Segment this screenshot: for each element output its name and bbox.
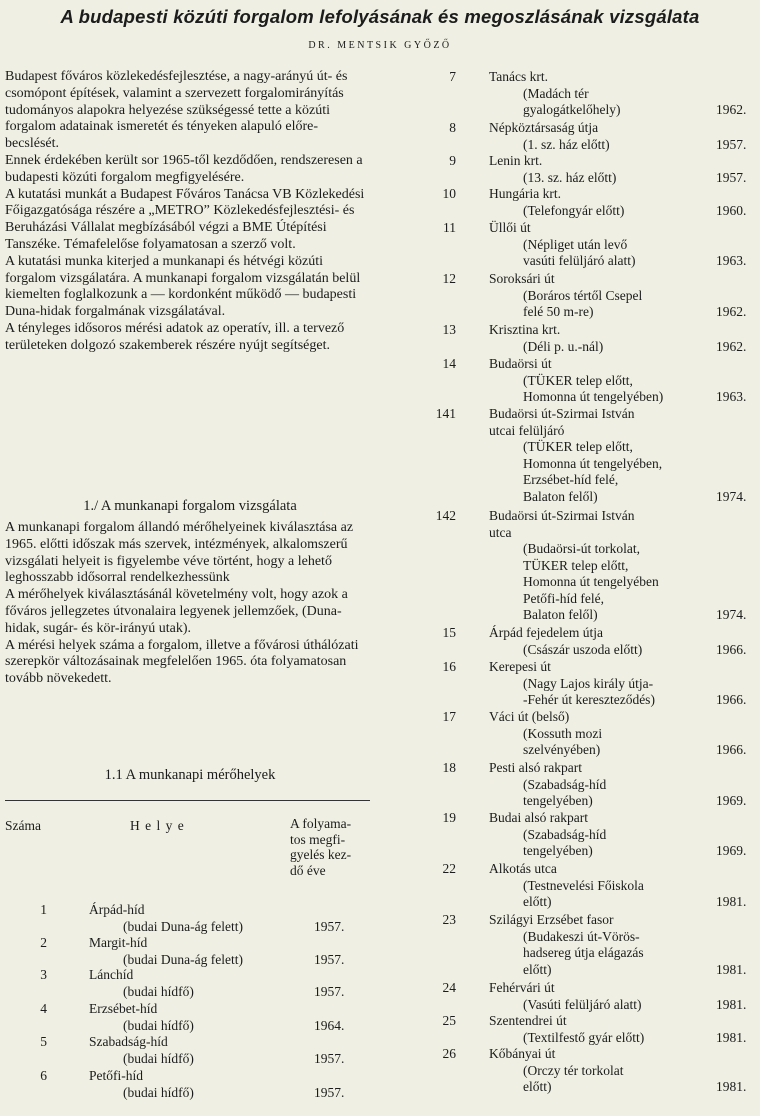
- place-line: Árpád fejedelem útja: [489, 625, 603, 640]
- place-line: Váci út (belső): [489, 709, 570, 724]
- author: DR. MENTSIK GYŐZŐ: [308, 40, 452, 51]
- place-line: (Császár uszoda előtt): [523, 641, 643, 657]
- row-year: 1966.: [716, 692, 747, 707]
- place-line: Kerepesi út: [489, 659, 551, 674]
- place-line: (Népliget után levő: [523, 236, 628, 252]
- row-number: 10: [442, 186, 456, 201]
- row-number: 11: [443, 220, 456, 235]
- paragraph: A kutatási munkát a Budapest Főváros Tanácsa VB Közlekedési Főigazgatósága részére a „METRO” Közlekedésfejlesztési- és Beruházási Vállalat megbízásából végzi a BME Útépítési Tanszéke. Témafelelőse folyamatosan a szerző volt.: [5, 186, 365, 252]
- row-year: 1981.: [716, 894, 747, 909]
- place-line: Erzsébet-híd felé,: [523, 472, 619, 487]
- row-year: 1957.: [716, 136, 747, 152]
- paragraph: A mérési helyek száma a forgalom, illetve a fővárosi úthálózati szerepkör változásainak megfelelően 1965. óta folyamatosan tovább növekedett.: [5, 637, 359, 687]
- header-line: gyelés kez-: [290, 847, 352, 862]
- section-text: [5, 520, 370, 688]
- place-line: Szabadság-híd: [89, 1034, 168, 1049]
- row-number: 14: [442, 356, 456, 371]
- row-year: 1957.: [314, 918, 345, 934]
- row-number: 16: [442, 659, 456, 674]
- section-heading: 1./ A munkanapi forgalom vizsgálata: [83, 498, 297, 514]
- row-number: 3: [40, 967, 47, 982]
- row-place: [489, 912, 714, 978]
- place-line: előtt): [523, 894, 552, 909]
- row-number: 142: [435, 508, 456, 523]
- paragraph: Budapest főváros közlekedésfejlesztése, a nagy-arányú út- és csomópont építések, valamint a szervezett forgalomirányítás tudományos alapokra helyezése szükségessé tette a közúti forgalom adatainak ismeretét és tényeken alapuló előre-becslését.: [5, 69, 348, 152]
- row-number: 18: [442, 760, 456, 775]
- place-line: (Budaörsi-út torkolat,: [523, 541, 640, 556]
- row-number: 19: [442, 810, 456, 825]
- place-line: (budai Duna-ág felett): [123, 951, 243, 967]
- row-year: 1966.: [716, 641, 747, 657]
- place-line: (budai hídfő): [123, 1017, 194, 1033]
- header-line: tos megfi-: [290, 831, 346, 847]
- row-year: 1964.: [314, 1017, 345, 1033]
- row-place: [489, 625, 714, 658]
- row-number: 17: [442, 709, 456, 724]
- place-line: Szilágyi Erzsébet fasor: [489, 912, 614, 927]
- place-line: (Telefongyár előtt): [523, 202, 625, 218]
- row-place: [489, 186, 714, 219]
- row-place: [489, 271, 714, 321]
- row-year: 1962.: [716, 102, 747, 117]
- row-year: 1969.: [716, 793, 747, 808]
- row-number: 141: [435, 406, 456, 421]
- row-year: 1981.: [716, 996, 747, 1012]
- row-year: 1981.: [716, 961, 747, 977]
- row-place: [89, 1068, 309, 1101]
- place-line: Üllői út: [489, 220, 531, 235]
- row-year: 1957.: [314, 951, 345, 967]
- row-place: [489, 1013, 714, 1046]
- place-line: Erzsébet-híd: [89, 1001, 158, 1016]
- row-year: 1963.: [716, 253, 747, 268]
- row-year: 1960.: [716, 202, 747, 218]
- row-year: 1966.: [716, 742, 747, 757]
- place-line: gyalogátkelőhely): [523, 102, 621, 117]
- row-place: [489, 220, 714, 270]
- column-header-num: Száma: [5, 818, 41, 833]
- row-place: [489, 406, 714, 505]
- row-year: 1957.: [314, 983, 345, 999]
- place-line: (TÜKER telep előtt,: [523, 439, 633, 454]
- column-header-place: H e l y e: [130, 818, 185, 833]
- place-line: (1. sz. ház előtt): [523, 136, 610, 152]
- place-line: (Budakeszi út-Vörös-: [523, 928, 640, 944]
- place-line: (budai hídfő): [123, 1050, 194, 1066]
- row-number: 2: [40, 935, 47, 950]
- place-line: utcai felüljáró: [489, 422, 565, 438]
- row-number: 8: [449, 120, 456, 135]
- row-place: [489, 760, 714, 810]
- place-line: (Nagy Lajos király útja-: [523, 675, 654, 691]
- place-line: Balaton felől): [523, 488, 598, 504]
- place-line: TÜKER telep előtt,: [523, 557, 629, 573]
- row-number: 24: [442, 980, 456, 995]
- place-line: Kőbányai út: [489, 1046, 556, 1061]
- row-year: 1974.: [716, 488, 747, 504]
- row-year: 1981.: [716, 1029, 747, 1045]
- paragraph: A kutatási munka kiterjed a munkanapi és hétvégi közúti forgalom vizsgálatára. A munkanapi forgalom vizsgálatán belül kiemelten foglalkozunk a — kordonként működő — budapesti Duna-hidak forgalmának vizsgálatával.: [5, 253, 361, 320]
- place-line: Tanács krt.: [489, 69, 549, 84]
- place-line: (Boráros tértől Csepel: [523, 287, 643, 303]
- place-line: előtt): [523, 1079, 552, 1094]
- row-year: 1981.: [716, 1079, 747, 1094]
- row-place: [489, 69, 714, 119]
- row-number: 12: [442, 271, 456, 286]
- row-place: [489, 356, 714, 406]
- place-line: Lánchíd: [89, 967, 134, 982]
- place-line: Krisztina krt.: [489, 322, 561, 337]
- place-line: -Fehér út kereszteződés): [523, 692, 655, 707]
- place-line: (Madách tér: [523, 85, 589, 101]
- place-line: Budaörsi út-Szirmai István: [489, 508, 635, 523]
- place-line: (TÜKER telep előtt,: [523, 372, 633, 388]
- subsection-heading: 1.1 A munkanapi mérőhelyek: [104, 767, 276, 783]
- place-line: Hungária krt.: [489, 186, 561, 201]
- row-number: 22: [442, 861, 456, 876]
- place-line: Szentendrei út: [489, 1013, 567, 1028]
- place-line: vasúti felüljáró alatt): [523, 253, 636, 268]
- place-line: Budaörsi út: [489, 356, 552, 371]
- place-line: (Kossuth mozi: [523, 725, 603, 741]
- place-line: Budai alsó rakpart: [489, 810, 588, 825]
- place-line: Árpád-híd: [89, 902, 145, 917]
- row-number: 1: [40, 902, 47, 917]
- row-number: 26: [442, 1046, 456, 1061]
- row-place: [89, 1001, 309, 1034]
- page-title: A budapesti közúti forgalom lefolyásának és megoszlásának vizsgálata: [60, 6, 700, 27]
- row-number: 4: [40, 1001, 47, 1016]
- place-line: Balaton felől): [523, 607, 598, 622]
- intro-text: [5, 69, 370, 355]
- row-number: 23: [442, 912, 456, 927]
- column-header-year: [290, 816, 351, 878]
- row-number: 5: [40, 1034, 47, 1049]
- place-line: Budaörsi út-Szirmai István: [489, 406, 635, 421]
- place-line: (Testnevelési Főiskola: [523, 877, 644, 893]
- place-line: előtt): [523, 961, 552, 977]
- place-line: (Textilfestő gyár előtt): [523, 1029, 645, 1045]
- row-number: 6: [40, 1068, 47, 1083]
- place-line: (budai hídfő): [123, 1084, 194, 1100]
- place-line: Margit-híd: [89, 935, 148, 950]
- header-line: dő éve: [290, 862, 326, 878]
- row-year: 1962.: [716, 338, 747, 354]
- row-number: 13: [442, 322, 456, 337]
- row-place: [489, 810, 714, 860]
- place-line: Fehérvári út: [489, 980, 555, 995]
- row-year: 1963.: [716, 389, 747, 404]
- place-line: szelvényében): [523, 742, 601, 757]
- row-number: 9: [449, 153, 456, 168]
- paragraph: A mérőhelyek kiválasztásánál követelmény volt, hogy azok a főváros jellegzetes útvonalaira legyenek jellemzőek, (Duna-hidak, sugár- és kör-irányú utak).: [5, 587, 348, 636]
- place-line: (budai hídfő): [123, 983, 194, 999]
- place-line: Soroksári út: [489, 271, 555, 286]
- place-line: Homonna út tengelyében,: [523, 455, 663, 471]
- place-line: Népköztársaság útja: [489, 120, 599, 135]
- row-place: [489, 709, 714, 759]
- place-line: (Déli p. u.-nál): [523, 338, 604, 354]
- place-line: (Vasúti felüljáró alatt): [523, 996, 642, 1012]
- row-number: 7: [449, 69, 456, 84]
- row-year: 1974.: [716, 607, 747, 622]
- row-number: 15: [442, 625, 456, 640]
- paragraph: A tényleges idősoros mérési adatok az operatív, ill. a tervező területeken dolgozó szakemberek részére nyújt segítséget.: [5, 320, 345, 353]
- row-place: [489, 659, 714, 709]
- place-line: (Szabadság-híd: [523, 826, 607, 842]
- place-line: (13. sz. ház előtt): [523, 169, 617, 185]
- place-line: tengelyében): [523, 843, 593, 858]
- row-year: 1962.: [716, 304, 747, 319]
- place-line: Pesti alsó rakpart: [489, 760, 582, 775]
- place-line: (budai Duna-ág felett): [123, 918, 243, 934]
- place-line: felé 50 m-re): [523, 304, 594, 319]
- table-rule: [5, 800, 370, 801]
- row-place: [489, 980, 714, 1013]
- place-line: Petőfi-híd: [89, 1068, 143, 1083]
- row-place: [489, 120, 714, 153]
- place-line: (Orczy tér torkolat: [523, 1062, 624, 1078]
- row-place: [89, 967, 309, 1000]
- row-place: [489, 322, 714, 355]
- row-place: [489, 861, 714, 911]
- place-line: utca: [489, 524, 512, 540]
- row-place: [489, 508, 714, 624]
- place-line: Alkotás utca: [489, 861, 557, 876]
- row-place: [89, 935, 309, 968]
- row-year: 1969.: [716, 843, 747, 858]
- header-line: A folyama-: [290, 816, 352, 831]
- paragraph: Ennek érdekében került sor 1965-től kezdődően, rendszeresen a budapesti közúti forgalom megfigyelésére.: [5, 152, 363, 185]
- place-line: Homonna út tengelyében): [523, 389, 664, 404]
- row-place: [89, 902, 309, 935]
- row-place: [489, 153, 714, 186]
- row-place: [489, 1046, 714, 1096]
- place-line: Lenin krt.: [489, 153, 543, 168]
- row-place: [89, 1034, 309, 1067]
- paragraph: A munkanapi forgalom állandó mérőhelyeinek kiválasztása az 1965. előtti időszak más szervek, intézmények, alkalomszerű vizsgálati helyeit is figyelembe véve történt, hogy a lehető leghosszabb idősorral rendelkezhessünk: [5, 520, 354, 586]
- place-line: Homonna út tengelyében: [523, 574, 659, 589]
- place-line: Petőfi-híd felé,: [523, 590, 604, 606]
- row-number: 25: [442, 1013, 456, 1028]
- place-line: tengelyében): [523, 793, 593, 808]
- place-line: hadsereg útja elágazás: [523, 945, 644, 960]
- row-year: 1957.: [314, 1084, 345, 1100]
- row-year: 1957.: [314, 1050, 345, 1066]
- place-line: (Szabadság-híd: [523, 776, 607, 792]
- row-year: 1957.: [716, 169, 747, 185]
